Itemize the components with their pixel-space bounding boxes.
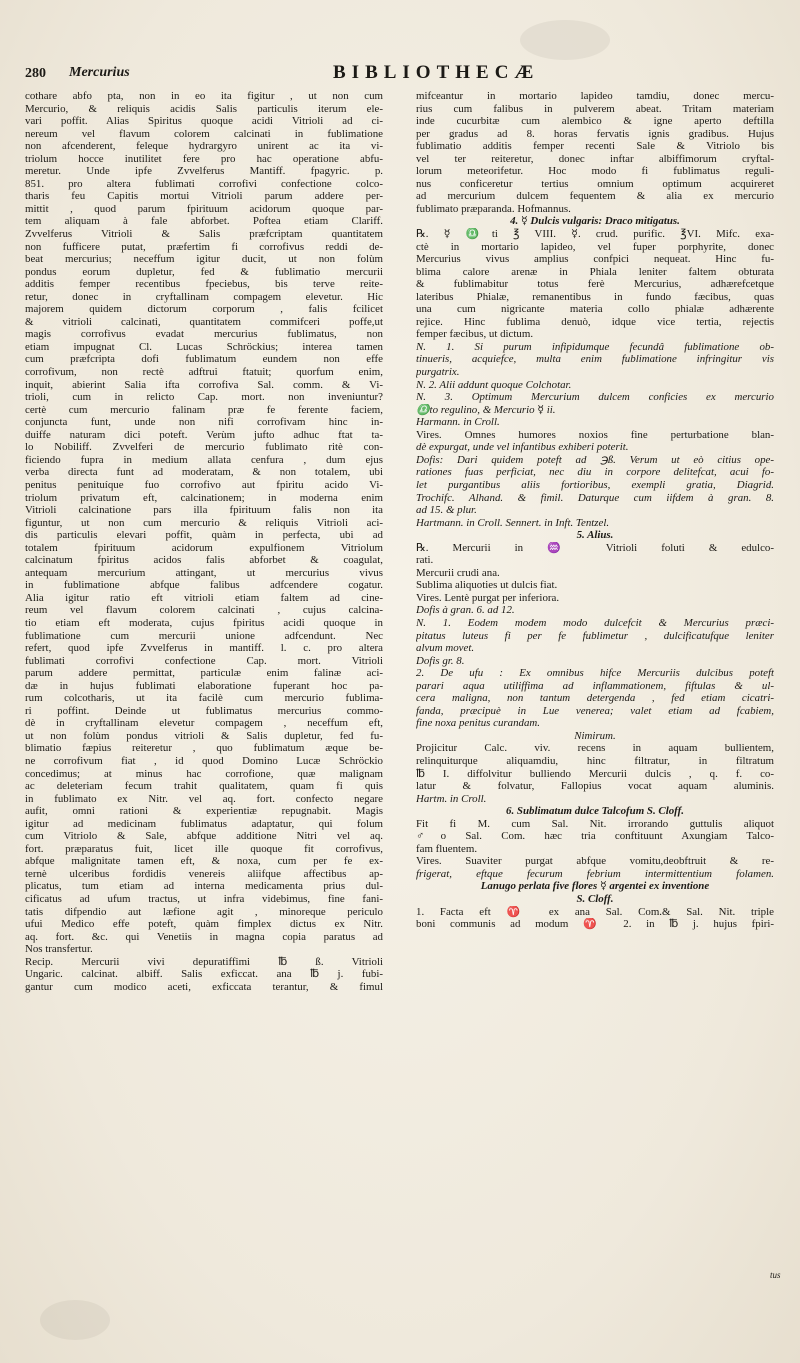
text-line: figuntur, ut non cum mercurio & reliquis Vitrioli aci-	[25, 516, 383, 529]
text-line: ri poffint. Deinde ut fublimatus mercurius commo-	[25, 704, 383, 717]
text-line: ♂o Sal. Com. hæc tria conftituunt Axungiam Talco-	[416, 830, 774, 843]
text-line: etiam impugnat Cl. Lucas Schröckius; interea tamen	[25, 340, 383, 353]
text-line: per gradus ad 8. horas fervatis ignis gradibus. Hujus	[416, 127, 774, 140]
text-line: gantur cum modico aceti, exficcata terantur, & fimul	[25, 980, 383, 993]
text-line: additis femper recentibus fpeciebus, bis terve reite-	[25, 278, 383, 291]
text-line: Vires. Suaviter purgat abfque vomitu,deobftruit & re-	[416, 855, 774, 868]
text-line: magis corrofivus evadat mercurius fublimatus, non	[25, 328, 383, 341]
text-line: nus conficeretur tertius omnium optimum acquireret	[416, 177, 774, 190]
text-line: 2. De ufu : Ex omnibus hifce Mercuriis dulcibus poteft	[416, 667, 774, 680]
text-line: non afcenderent, feleque hydrargyro unirent ac ita vi-	[25, 140, 383, 153]
text-line: N. 2. Alii addunt quoque Colchotar.	[416, 378, 572, 391]
text-line: conjuncta funt, unde non nifi corrofivam hinc in-	[25, 416, 383, 429]
text-line: ad 15. & plur.	[416, 504, 477, 517]
text-line: tatis difpendio aut læfione agit , minoreque periculo	[25, 905, 383, 918]
text-line: N. 3. Optimum Mercurium dulcem conficies ex mercurio	[416, 391, 774, 404]
running-title: Mercurius	[69, 65, 130, 80]
text-line: ut non folùm pondus vitrioli & Salis dupletur, fed fu-	[25, 729, 383, 742]
text-line: ctè in mortario lapideo, vel fuper porphyrite, donec	[416, 240, 774, 253]
text-line: 1. Facta eft ♈ ex ana Sal. Com.& Sal. Nit. triple	[416, 905, 774, 918]
text-line: plicatus, tum etiam ad interna medicamenta prius dul-	[25, 880, 383, 893]
text-line: meretur. Unde ipfe Zvvelferus Mantiff. fpagyric. p.	[25, 165, 383, 178]
text-line: dis particulis elevari poffit, quàm in perfecta, ubi ad	[25, 529, 383, 542]
paper-stain	[40, 1300, 110, 1340]
text-line: reum vel flavum colorem calcinati , cujus calcina-	[25, 604, 383, 617]
text-line: boni communis ad modum ♈ 2. in ℔ j. hujus fpiri-	[416, 918, 774, 931]
text-line: fam fluentem.	[416, 842, 478, 855]
text-line: cera maligna, non tantum detergenda , fed etiam cicatri-	[416, 692, 774, 705]
text-line: rati.	[416, 554, 434, 567]
text-line: cum Vitriolo & Sale, abfque additione Nitri vel aq.	[25, 830, 383, 843]
text-line: pondus eorum dupletur, fed & fublimatio mercurii	[25, 265, 383, 278]
text-line: retur, donec in cryftallinam compagem elevetur. Hic	[25, 290, 383, 303]
text-line: ufui Medico effe poteft, quàm fimplex dictus ex Nitr.	[25, 918, 383, 931]
text-line: ternè ulceribus fordidis venereis aliifque affectibus ap-	[25, 867, 383, 880]
text-line: alvum movet.	[416, 642, 475, 655]
text-line: totalem fpirituum acidorum expulfionem Vitriolum	[25, 541, 383, 554]
text-line: beat mercurius; neceffum igitur ducit, ut non folùm	[25, 253, 383, 266]
text-line: femper fæcibus, ut dictum.	[416, 328, 534, 341]
text-line: Vires. Omnes humores noxios fine perturbatione blan-	[416, 428, 774, 441]
text-line: rius cum falibus in pulverem abeat. Tritam materiam	[416, 102, 774, 115]
text-line: ne corrofivum fiat , id quod Domino Lucæ Schröckio	[25, 754, 383, 767]
text-line: una cum nigricante materia collo phialæ adhærente	[416, 303, 774, 316]
text-line: abfque malignitate tamen eft, & noxa, cum per fe ex-	[25, 855, 383, 868]
text-line: tharis feu Capitis mortui Vitrioli parum addere per-	[25, 190, 383, 203]
text-line: & vitrioli calcinati, quantitatem commifceri poffe,ut	[25, 315, 383, 328]
text-line: Dofis gr. 8.	[416, 654, 465, 667]
text-line: aq. fort. &c. qui Venetiis in magna copia paratus ad	[25, 930, 383, 943]
text-line: Projicitur Calc. viv. recens in aquam bullientem,	[416, 742, 774, 755]
text-line: vel ter reiteretur, donec inftar albiffimorum cryftal-	[416, 152, 774, 165]
text-line: ad mercurium dulcem fequentem & alia ex mercurio	[416, 190, 774, 203]
text-line: frigerat, eftque fecurum febrium intermittentium folamen.	[416, 867, 774, 880]
text-line: Nos transfertur.	[25, 943, 93, 956]
text-line: blima calore arenæ in Phiala leniter faltem obturata	[416, 265, 774, 278]
text-line: concedimus; at minus hac corrofione, quæ malignam	[25, 767, 383, 780]
text-line: non fufficere putat, præfertim fi corrofivus reddi de-	[25, 240, 383, 253]
text-line: rum colcotharis, ut ita facilè cum mercurio fublima-	[25, 692, 383, 705]
text-line: S. Cloff.	[576, 893, 614, 905]
text-line: dæ in hujus fublimati elaboratione fuperant hoc pa-	[25, 679, 383, 692]
text-line: Lanugo perlata five flores ☿ argentei ex inventione	[480, 880, 710, 893]
text-line: fort. præparatus fuit, licet ille quoque fit corrofivus,	[25, 842, 383, 855]
text-line: lo Nobiliff. Zvvelferi de mercurio fublimato ritè con-	[25, 441, 383, 454]
text-line: tio etiam eft moderata, cujus fpiritus acidi quoque in	[25, 616, 383, 629]
text-line: relinquiturque aliquamdiu, hinc filtratur, in filtratum	[416, 754, 774, 767]
text-line: Mercurius vivus amplius confpici nequeat. Hinc fu-	[416, 253, 774, 266]
text-line: cothare abfo pta, non in eo ita figitur , ut non cum	[25, 90, 383, 102]
text-line: inde cucurbitæ cum alembico & igne aperto deftilla	[416, 115, 774, 128]
text-line: N. 1. Eodem modem modo dulcefcit & Mercurius præci-	[416, 616, 774, 629]
text-line: rationes fuas perficiat, nec diu in corpore delitefcat, acui fo-	[416, 466, 774, 479]
text-line: Vitrioli calcinatione pars illa fpirituum falis non ita	[25, 504, 383, 517]
text-line: penitus penituíque fuo corrofivo aut fpiritu acido Vi-	[25, 478, 383, 491]
right-text-column	[416, 90, 774, 1290]
text-line: Sublima aliquoties ut dulcis fiat.	[416, 579, 558, 592]
text-line: Mercurii crudi ana.	[416, 566, 500, 579]
text-line: corrofivum, non rectè adftrui ftatuit; quorfum enim,	[25, 366, 383, 379]
text-line: fublimato præparanda. Hofmannus.	[416, 202, 571, 215]
catchword: tus	[770, 1270, 781, 1280]
text-line: rejice. Hinc fublima denuò, idque vice tertia, rejectis	[416, 315, 774, 328]
text-line: majorem quidem dictorum corporum , falis fcilicet	[25, 303, 383, 316]
text-line: inquit, abierint Salia ifta corrofiva Sal. comm. & Vi-	[25, 378, 383, 391]
text-line: fanda, præcipuè in Lue venerea; valet etiam ad fcabiem,	[416, 704, 774, 717]
text-line: in fublimatione abfque falibus adfcendere cogatur.	[25, 579, 383, 592]
text-line: duiffe naturam dici poteft. Verùm jufto adhuc ftat ta-	[25, 428, 383, 441]
text-line: ficiendo fupra in medium allata cenfura , dum ejus	[25, 453, 383, 466]
text-line: in fublimato ex Nitr. vel aq. fort. confecto negare	[25, 792, 383, 805]
text-line: tinueris, acquiefce, multa enim fublimatione infringitur vis	[416, 353, 774, 366]
text-line: Dofis à gran. 6. ad 12.	[416, 604, 515, 617]
text-line: ℞. Mercurii in ♒ Vitrioli foluti & edulco-	[416, 541, 774, 554]
page-header	[25, 62, 785, 92]
text-line: Trochifc. Alhand. & fimil. Daturque cum iifdem à gran. 8.	[416, 491, 774, 504]
text-line: parari aqua utiliffima ad inflammationem, fiftulas & ul-	[416, 679, 774, 692]
text-line: fine noxa penitus curandam.	[416, 717, 541, 730]
text-line: 5. Alius.	[576, 529, 614, 542]
left-text-column	[25, 90, 383, 1290]
text-line: let purgantibus aliis fortioribus, exempli gratia, Diagrid.	[416, 478, 774, 491]
text-line: N. 1. Si purum infipidumque fecundâ fublimatione ob-	[416, 340, 774, 353]
text-line: dè expurgat, unde vel infantibus exhiberi poterit.	[416, 441, 629, 454]
text-line: 6. Sublimatum dulce Talcofum S. Cloff.	[506, 805, 684, 818]
text-line: mittit , quod parum fpirituum acidorum quoque par-	[25, 202, 383, 215]
text-line: triolum hocce inutilitet fere pro hac operatione abfu-	[25, 152, 383, 165]
text-line: igitur ad medicinam fublimatus adaptatur, qui folum	[25, 817, 383, 830]
text-line: calcinatum fpiritus acidos falis abforbet & coagulat,	[25, 554, 383, 567]
text-line: aufit, omni rationi & experientiæ repugnabit. Magis	[25, 805, 383, 818]
text-line: fublimati corrofivi confectione Cap. mort. Vitrioli	[25, 654, 383, 667]
text-line: Harmann. in Croll.	[416, 416, 500, 429]
text-line: Recip. Mercurii vivi depuratiffimi ℔ ß. Vitrioli	[25, 955, 383, 968]
text-line: Alia igitur ratio eft vitrioli etiam faltem ad cine-	[25, 591, 383, 604]
text-line: Zvvelferus Vitrioli & Salis præfcriptam quantitatem	[25, 228, 383, 241]
text-line: 851. pro altera fublimati corrofivi confectione colco-	[25, 177, 383, 190]
text-line: & fublimabitur totus ferè Mercurius, adhærefcetque	[416, 278, 774, 291]
text-line: Hartm. in Croll.	[416, 792, 487, 805]
text-line: Nimirum.	[574, 729, 616, 742]
paper-stain	[520, 20, 610, 60]
text-line: verba directa funt ad moderatam, & non totalem, ubi	[25, 466, 383, 479]
text-line: 4. ☿ Dulcis vulgaris: Draco mitigatus.	[510, 215, 680, 228]
text-line: Vires. Lentè purgat per inferiora.	[416, 591, 560, 604]
text-line: antequam mercurium attingant, ut mercurius vivus	[25, 566, 383, 579]
text-line: ℔ I. diffolvitur bulliendo Mercurii dulcis , q. f. co-	[416, 767, 774, 780]
text-line: fublimatio additis femper recenti Sale & Vitriolo bis	[416, 140, 774, 153]
text-line: ac deleteriam fecum trahit qualitatem, quam fi quis	[25, 780, 383, 793]
text-line: purgatrix.	[416, 366, 460, 379]
text-line: cum præfcripta dofi fublimatum eundem non effe	[25, 353, 383, 366]
text-line: fublimatione cum mercurii unione adfcendunt. Nec	[25, 629, 383, 642]
text-line: lateribus Phialæ, remanentibus in fundo fæcibus, quas	[416, 290, 774, 303]
text-line: blimatio fæpius reiteretur , quo fublimatum æque be-	[25, 742, 383, 755]
page-number: 280	[25, 66, 46, 81]
text-line: latur & folvatur, Fallopius vocat aquam aluminis.	[416, 780, 774, 793]
text-line: Hartmann. in Croll. Sennert. in Inft. Tentzel.	[416, 516, 610, 529]
text-line: Mercurio, & reliquis acidis Salis particulis iterum ele-	[25, 102, 383, 115]
text-line: vari poffit. Alias Spiritus quoque acidi Vitrioli ad ci-	[25, 115, 383, 128]
text-line: Dofis: Dari quidem poteft ad ℈ß. Verum ut eò citius ope-	[416, 453, 774, 466]
text-line: ♎to regulino, & Mercurio ☿ ii.	[416, 403, 556, 416]
text-line: Fit fi M. cum Sal. Nit. irrorando guttulis aliquot	[416, 817, 774, 830]
text-line: cificatus ad ufum tractus, ut infra videbimus, fine fani-	[25, 893, 383, 905]
text-line: ℞. ☿ ♎ti ℥ VIII. ☿. crud. purific. ℥VI. Mifc. exa-	[416, 228, 774, 241]
text-line: nereum vel flavum colorem calcinati in fublimatione	[25, 127, 383, 140]
text-line: dè in cryftallinam elevetur compagem , neceffum eft,	[25, 717, 383, 730]
text-line: Ungaric. calcinat. albiff. Salis exficcat. ana ℔ j. fubi-	[25, 968, 383, 981]
text-line: pitatus luteus fi per fe fublimetur , dulcificatufque leniter	[416, 629, 774, 642]
text-line: refert, quod ipfe Zvvelferus in mantiff. l. c. pro altera	[25, 642, 383, 655]
text-line: lorum meteorifetur. Hoc modo fi fublimatus reguli-	[416, 165, 774, 178]
text-line: parum addere permittat, particulæ enim falinæ aci-	[25, 667, 383, 680]
text-line: tem aliquam à fale abforbet. Poftea etiam Clariff.	[25, 215, 383, 228]
text-line: mifceantur in mortario lapideo tamdiu, donec mercu-	[416, 90, 774, 102]
header-title: BIBLIOTHECÆ	[333, 62, 540, 83]
text-line: certè cum mercurio falinam præ fe ferente faciem,	[25, 403, 383, 416]
text-line: triolum privatum eft, calcinationem; in moderna enim	[25, 491, 383, 504]
text-line: trioli, cum in relicto Cap. mort. non inveniuntur?	[25, 391, 383, 404]
